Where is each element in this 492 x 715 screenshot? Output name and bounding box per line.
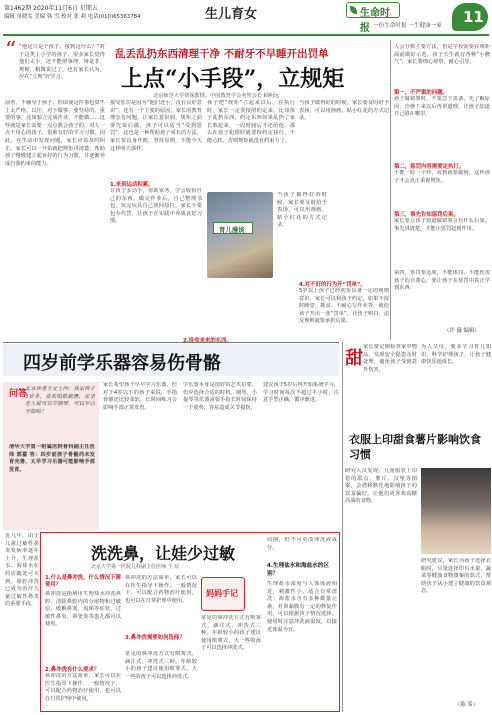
- article2-headline: 四岁前学乐器容易伤骨骼: [23, 353, 221, 374]
- qa-box-title: 问答: [9, 389, 28, 399]
- article1-subhead-2: 2.设收来来的东西。: [183, 338, 232, 344]
- article3-headline: 衣服上印甜食薯片影响饮食习惯: [349, 433, 481, 461]
- article5-col2: 为人父母，要多学习育儿知识，科学护理孩子，让孩子健康快乐地成长。: [421, 344, 491, 366]
- article1-subhead-5: 第一，不严重的问题。: [394, 90, 448, 96]
- article4-subhead-4: 4.生理盐水和海盐水的区别？: [267, 563, 329, 577]
- article3-col2: 研究建议，家长为孩子选择衣服时，尽量选择印有水果、蔬菜等健康食物图案的款式，帮助孩子从小建立健康的饮食观念。: [421, 558, 491, 595]
- article4-col4: 周期，但不可更改冲洗液成分。: [267, 537, 337, 551]
- leaf-icon: [350, 6, 357, 14]
- article4-headline: 洗洗鼻，让娃少过敏: [91, 544, 236, 563]
- article3-col1: 研究人员发现，儿童服装上印着的甜点、薯片、汉堡等图案，会潜移默化地影响孩子的饮食偏好，让他们更喜欢高糖高油的食物。: [345, 468, 417, 505]
- article4-col2b: 鼻冲洗的方法简单，家长可以在医生指导下操作。一般情况下，可以配合药物治疗使用，也可以在日常护理中使用。: [125, 575, 197, 604]
- article1-col3a: 孩子把“规矩”立起来以后，在执行时，家长一定要按照约定来。比如孩子乱扔东西，约定东西如果乱扔了家长收起来，一段时间后才还给他，那么在孩子犯错时就要按约定执行，不能心软，否则规矩就没有约束力了。: [207, 100, 295, 144]
- editor-info: 编辑 单晓雯 美编 韩 雪 校对 张 莉 电话(010)65363784: [4, 14, 141, 20]
- qa-question: 北京读者王女士问：我家孩子3岁多，喜欢唱歌跳舞，家里老人说可以学钢琴，可以早点开始吗？: [25, 386, 95, 415]
- headline-main: 上点“小手段”，立规矩: [121, 66, 345, 92]
- article1-signoff: （许 薇 编辑）: [444, 328, 480, 334]
- qa-answer: 清华大学第一附属医院骨科副主任医师 郭嘉 答：四岁前孩子骨骼尚未发育完善，太早学习乐器可能影响手部发育。: [9, 444, 95, 473]
- article4-intro: 近几年，由于儿童过敏性鼻炎发病率逐年上升，生理盐水、海盐水在药店随处可买到。鼻腔冲洗已成为治疗儿童过敏性鼻炎的重要手段。: [5, 533, 39, 608]
- article4-col2: 鼻冲洗的方法简单，家长可以在医生指导下操作。一般情况下，可以配合药物治疗使用，也可以在日常护理中使用。: [45, 673, 121, 702]
- mom-notes-stamp: 妈妈手记: [201, 577, 245, 611]
- article-photo: [207, 192, 273, 278]
- article1-col5b: 孩子做错事时，不要急于责备，先了解原因，冷静下来以后再讲道理，让孩子知道自己错在哪里。: [394, 96, 490, 118]
- article4-col5: 生理盐水浓度与人体体液相近，刺激性小，适合日常清洗；海盐水含有多种微量元素，对鼻黏膜有一定的修复作用，可以根据孩子情况选择。使用时注意冲洗液温度，以接近体温为宜。: [267, 581, 337, 633]
- quote-mark-icon: “: [5, 38, 17, 63]
- article5-col1: 家长要定期检查家中物品，发现安全隐患及时处理，避免孩子受到意外伤害。: [363, 344, 417, 373]
- article1-col5: 人会分数主要方法，但是学校需要在规矩面前做好示范。孩子天生就有各种“小脾气”，家长要细心观察，耐心引导。: [394, 44, 490, 66]
- article1-col1: 前者，不辅导于孩子，但即使这件事也算不上太严格。以往，对于做事，要坚持的、重要的事，比如独立完成作业、不能做……这些就是家长需要一点点教会孩子的，对人一点不用心的孩子，很难有好的学习习惯。因此，在生活中发现问题，家长应该及时纠正。家长可以一开始就把规矩讲清楚，帮助孩子慢慢建立起良好的行为习惯，并逐渐养成自我约束的能力。: [5, 100, 105, 167]
- page-number-badge: 11: [452, 3, 488, 31]
- article2-col3: 建议孩子5岁后再开始系统学习，学习时间每次不超过半小时，注意手型正确，循序渐进。: [263, 382, 339, 404]
- masthead: [0, 0, 492, 40]
- article1-col5c: 不能一时一个样，说到就要做到，这样孩子才会真正重视规矩。: [394, 170, 490, 184]
- drop-quote: “ “他这只是个孩子，接到这什么？”对于这类上小学的孩子，很多家长觉得他们太小，还不能照事理，辩是非，规则，稍微说过了，也有家长认为，应在“立规”好学习。: [5, 38, 105, 81]
- article4-col3b: 常见的鼻冲洗方式有喷雾式、滴注式、冲洗式三种。年龄较小的孩子建议使用喷雾式，大一些的孩子可以选择冲洗式。: [201, 615, 261, 652]
- article1-col4-top: 当孩子做得好的时候，家长要及时给予表扬，可以用画画、贴小红花的方式记录。: [299, 100, 389, 122]
- article4-col3: 常见的鼻冲洗方式有喷雾式、滴注式、冲洗式三种。年龄较小的孩子建议使用喷雾式，大一些的孩子可以选择冲洗式。: [125, 651, 197, 680]
- column-divider-2: [342, 342, 343, 712]
- brand-logo: 生命时报: [346, 2, 400, 18]
- section-title: 生儿育女: [205, 7, 258, 22]
- article1-subhead-6: 第二，惩罚内容需要定执行。: [394, 164, 465, 170]
- article-home-safety: [345, 344, 491, 432]
- byline: 北京师范大学资深教授、中国教育学会名誉会长 顾明远: [153, 93, 280, 99]
- article1-col2a: 接受惩罚是因为“他们还小，没有良好意识”。还有一个主要的原因，家长的教育理念有问题，让家长意识到，规矩之前要先说后做，孩子可以适当“受到惩罚”，这也是一种帮助孩子成长的方法。家长要以身作则，坚持原则，不能今天这样明天那样。: [110, 100, 202, 152]
- section-divider-1: [3, 342, 339, 343]
- article3-signoff: （陈 希）: [455, 702, 479, 708]
- headline-top: 乱丢乱扔东西清理干净 不耐牙不早睡开出罚单: [115, 48, 329, 60]
- article1-col3b: 当孩子做得好的时候，家长要及时给予表扬，可以用画画、贴小红花的方式记录。: [277, 192, 327, 229]
- article3-photo: [421, 468, 491, 554]
- article4-col1: 鼻冲洗是指利用生理盐水冲洗鼻腔，清除鼻腔内的分泌物和过敏原，缓解鼻塞、流涕等症状，过敏性鼻炎、鼻窦炎等患儿都可以使用。: [45, 591, 121, 628]
- article2-col2: 学乐器本身是很好的艺术启蒙，但应选择合适的时机。钢琴、小提琴等乐器需要手指长时间保持一个姿势，容易造成关节损伤。: [183, 382, 257, 411]
- column-divider: [390, 40, 391, 340]
- article4-subhead-3: 3.鼻冲洗需要如何选择？: [125, 635, 185, 641]
- article1-col2b: 让孩子多动手，帮助家务，学会收拾自己的东西。做完作业后，自己整理书包，玩完玩具自己放回原位。家长不要包办代替，让孩子在实践中养成良好习惯。: [110, 188, 202, 225]
- article-nasal-wash: [5, 532, 340, 712]
- drop-cap: 甜: [345, 348, 363, 369]
- article4-byline: 北京大学第一医院儿科副主任医师 王 辰: [91, 564, 180, 570]
- article1-col5d: 家长要让孩子知道做错事会有什么后果，事先讲清楚，才能让惩罚起到作用。: [394, 218, 490, 232]
- article1-subhead-4: 4.对不好的行为开“罚单”。: [299, 282, 366, 288]
- masthead-divider: [3, 34, 489, 36]
- article1-right-column: [394, 44, 490, 340]
- article2-col1: 家长希望孩子早早学习乐器，但对于4岁以下的孩子来说，手指骨骼还比较柔软，长时间练习会影响手部正常发育。: [103, 382, 177, 411]
- article1-col4: 5岁以上孩子已经初步具备一定的规则意识，家长可以和孩子约定，如果不按时睡觉、挑食、不耐心写作业等，就给孩子开出一张“罚单”，让孩子明白，违反规则就要承担后果。: [299, 288, 389, 325]
- slogan: 一份生命时报 一生健康一家: [373, 23, 442, 29]
- article1-subhead-1: 1.来到运动积累。: [110, 182, 154, 188]
- article-instruments: [3, 344, 339, 532]
- article4-subhead-1: 1.什么是鼻冲洗，什么情况下需要用？: [45, 575, 121, 588]
- article-clothing: [345, 432, 491, 712]
- article-rules: [3, 38, 389, 344]
- qa-box: [3, 382, 99, 530]
- article1-subhead-7: 第三，事先告知惩罚后果。: [394, 212, 459, 218]
- article4-subhead-2: 2.鼻冲洗有什么要求？: [45, 667, 100, 673]
- issue-info: 第1462期 2020年11月6日 星期五: [4, 5, 98, 12]
- article1-col5e: 第四，惩罚要适度，不能体罚，不能伤害孩子的自尊心，要让孩子在惩罚中真正学到东西。: [394, 270, 490, 292]
- photo-caption-badge: 育儿漫谈: [213, 222, 253, 234]
